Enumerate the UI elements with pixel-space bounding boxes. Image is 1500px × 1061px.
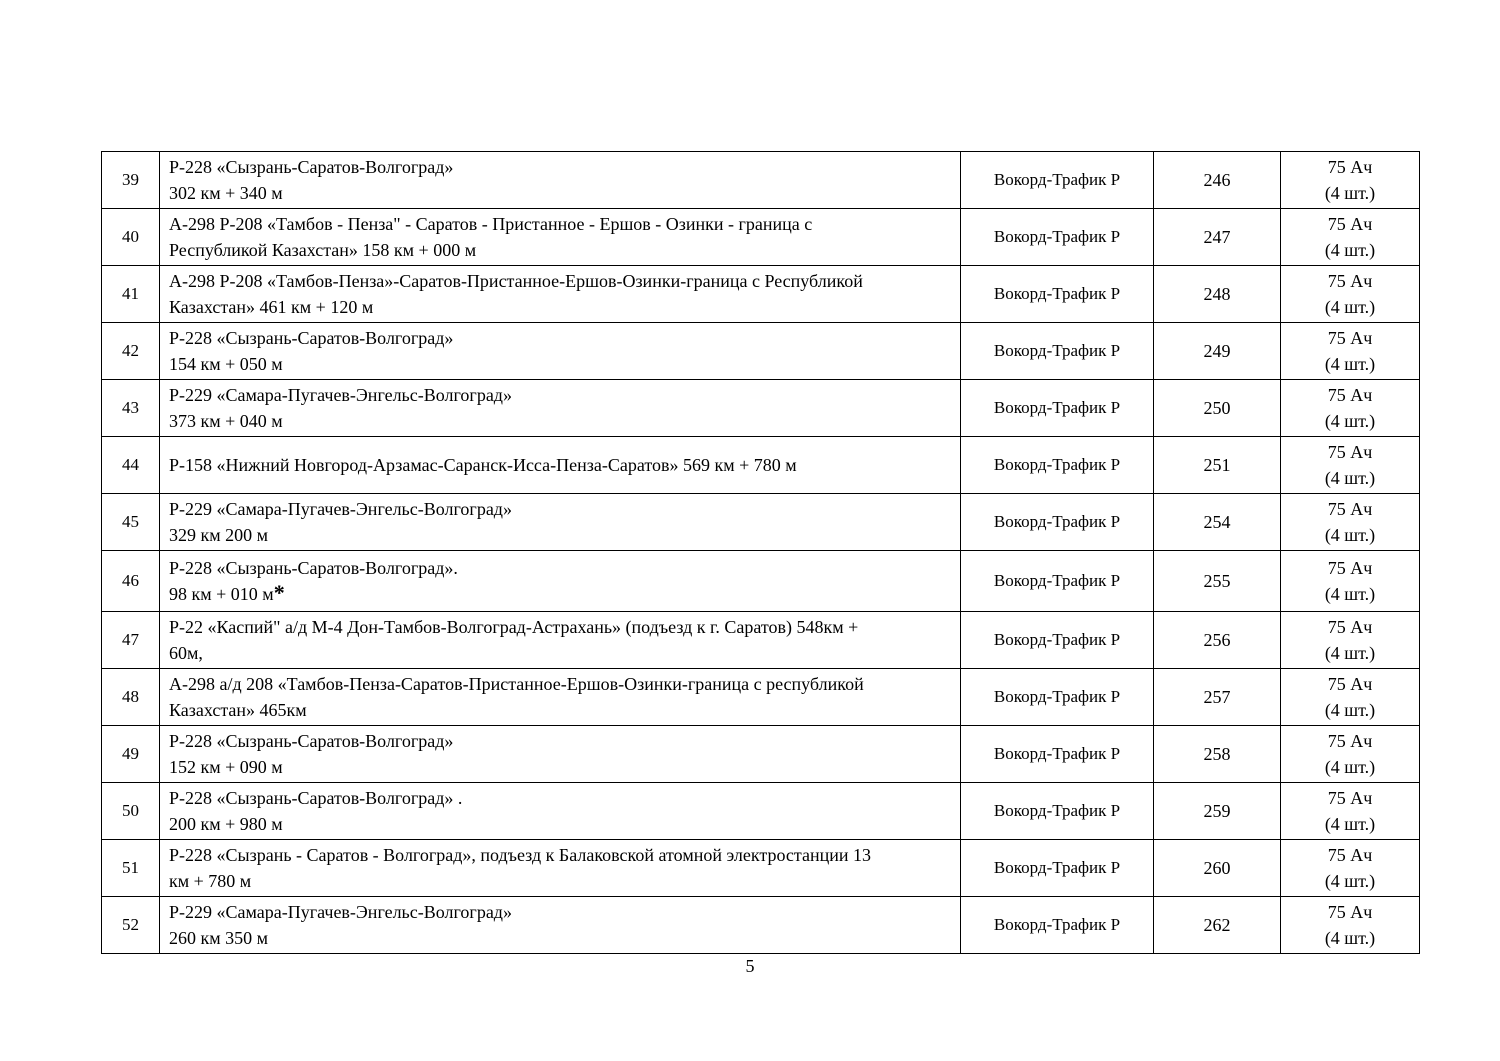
device-code-cell: 246 — [1154, 152, 1281, 209]
battery-cell — [1281, 152, 1420, 209]
row-number-cell: 48 — [102, 669, 160, 726]
device-code-cell: 249 — [1154, 323, 1281, 380]
location-text: А-298 а/д 208 «Тамбов-Пенза-Саратов-Пристанное-Ершов-Озинки-граница с республикой — [169, 674, 864, 694]
battery-quantity: (4 шт.) — [1324, 814, 1376, 834]
location-cell — [160, 840, 961, 897]
row-number-cell: 40 — [102, 209, 160, 266]
device-cell: Вокорд-Трафик Р — [961, 152, 1154, 209]
device-cell: Вокорд-Трафик Р — [961, 437, 1154, 494]
battery-quantity: (4 шт.) — [1324, 928, 1376, 948]
row-number-cell: 47 — [102, 612, 160, 669]
battery-cell — [1281, 266, 1420, 323]
location-cell — [160, 669, 961, 726]
location-line — [169, 237, 951, 263]
battery-cell — [1281, 380, 1420, 437]
location-line — [169, 452, 951, 478]
location-text: Р-228 «Сызрань-Саратов-Волгоград» — [169, 157, 454, 177]
battery-capacity: 75 Ач — [1327, 845, 1373, 865]
location-cell — [160, 551, 961, 612]
row-number-cell: 51 — [102, 840, 160, 897]
location-text: Р-229 «Самара-Пугачев-Энгельс-Волгоград» — [169, 385, 512, 405]
table-row — [102, 494, 1420, 551]
location-cell — [160, 494, 961, 551]
table-row — [102, 380, 1420, 437]
battery-quantity: (4 шт.) — [1324, 700, 1376, 720]
location-line — [169, 555, 951, 581]
battery-quantity: (4 шт.) — [1324, 468, 1376, 488]
location-text: 373 км + 040 м — [169, 411, 283, 431]
battery-capacity: 75 Ач — [1327, 385, 1373, 405]
battery-quantity: (4 шт.) — [1324, 584, 1376, 604]
location-line — [169, 351, 951, 377]
location-line — [169, 268, 951, 294]
device-cell: Вокорд-Трафик Р — [961, 494, 1154, 551]
device-code-cell: 254 — [1154, 494, 1281, 551]
location-text: 60м, — [169, 643, 203, 663]
location-text: Казахстан» 465км — [169, 700, 307, 720]
location-text: 154 км + 050 м — [169, 354, 283, 374]
location-text: Р-228 «Сызрань-Саратов-Волгоград» . — [169, 788, 463, 808]
device-code-cell: 259 — [1154, 783, 1281, 840]
device-cell: Вокорд-Трафик Р — [961, 840, 1154, 897]
location-cell — [160, 783, 961, 840]
row-number-cell: 43 — [102, 380, 160, 437]
location-cell — [160, 726, 961, 783]
battery-cell — [1281, 726, 1420, 783]
location-cell — [160, 152, 961, 209]
table-row — [102, 152, 1420, 209]
battery-capacity: 75 Ач — [1327, 731, 1373, 751]
location-cell — [160, 897, 961, 954]
location-cell — [160, 437, 961, 494]
row-number-cell: 42 — [102, 323, 160, 380]
location-text: А-298 Р-208 «Тамбов-Пенза»-Саратов-Пристанное-Ершов-Озинки-граница с Республикой — [169, 271, 863, 291]
device-cell: Вокорд-Трафик Р — [961, 380, 1154, 437]
location-text: Р-228 «Сызрань-Саратов-Волгоград». — [169, 558, 458, 578]
table-row — [102, 783, 1420, 840]
device-cell: Вокорд-Трафик Р — [961, 897, 1154, 954]
battery-quantity: (4 шт.) — [1324, 757, 1376, 777]
device-code-cell: 258 — [1154, 726, 1281, 783]
location-text: Р-229 «Самара-Пугачев-Энгельс-Волгоград» — [169, 499, 512, 519]
device-code-cell: 251 — [1154, 437, 1281, 494]
device-code-cell: 260 — [1154, 840, 1281, 897]
battery-quantity: (4 шт.) — [1324, 240, 1376, 260]
device-code-cell: 262 — [1154, 897, 1281, 954]
location-line — [169, 728, 951, 754]
location-text: Р-228 «Сызрань-Саратов-Волгоград» — [169, 328, 454, 348]
battery-capacity: 75 Ач — [1327, 328, 1373, 348]
battery-cell — [1281, 209, 1420, 266]
location-text: 200 км + 980 м — [169, 814, 283, 834]
table-row — [102, 551, 1420, 612]
table-row — [102, 437, 1420, 494]
battery-cell — [1281, 840, 1420, 897]
location-cell — [160, 209, 961, 266]
battery-cell — [1281, 323, 1420, 380]
battery-quantity: (4 шт.) — [1324, 297, 1376, 317]
table-body — [102, 152, 1420, 954]
location-text: Казахстан» 461 км + 120 м — [169, 297, 374, 317]
location-line — [169, 925, 951, 951]
battery-cell — [1281, 612, 1420, 669]
row-number-cell: 49 — [102, 726, 160, 783]
device-code-cell: 247 — [1154, 209, 1281, 266]
device-cell: Вокорд-Трафик Р — [961, 551, 1154, 612]
location-line — [169, 899, 951, 925]
table-row — [102, 266, 1420, 323]
row-number-cell: 46 — [102, 551, 160, 612]
battery-cell — [1281, 669, 1420, 726]
device-cell: Вокорд-Трафик Р — [961, 612, 1154, 669]
location-line — [169, 382, 951, 408]
location-text: 152 км + 090 м — [169, 757, 283, 777]
battery-cell — [1281, 437, 1420, 494]
location-line — [169, 154, 951, 180]
location-text: км + 780 м — [169, 871, 252, 891]
location-line — [169, 842, 951, 868]
location-text: Р-228 «Сызрань - Саратов - Волгоград», подъезд к Балаковской атомной электростанции 13 — [169, 845, 871, 865]
device-code-cell: 256 — [1154, 612, 1281, 669]
row-number-cell: 52 — [102, 897, 160, 954]
table-row — [102, 209, 1420, 266]
page-number: 5 — [745, 956, 755, 976]
battery-cell — [1281, 494, 1420, 551]
battery-quantity: (4 шт.) — [1324, 643, 1376, 663]
row-number-cell: 41 — [102, 266, 160, 323]
location-line — [169, 671, 951, 697]
battery-cell — [1281, 897, 1420, 954]
battery-cell — [1281, 551, 1420, 612]
location-text: 329 км 200 м — [169, 525, 269, 545]
table-row — [102, 669, 1420, 726]
location-text: Р-22 «Каспий" а/д М-4 Дон-Тамбов-Волгоград-Астрахань» (подъезд к г. Саратов) 548км + — [169, 617, 859, 637]
footnote-asterisk: * — [273, 580, 285, 605]
row-number-cell: 45 — [102, 494, 160, 551]
device-cell: Вокорд-Трафик Р — [961, 669, 1154, 726]
table-row — [102, 612, 1420, 669]
device-code-cell: 250 — [1154, 380, 1281, 437]
device-cell: Вокорд-Трафик Р — [961, 266, 1154, 323]
location-line — [169, 325, 951, 351]
location-line — [169, 614, 951, 640]
location-text: Р-229 «Самара-Пугачев-Энгельс-Волгоград» — [169, 902, 512, 922]
location-text: Республикой Казахстан» 158 км + 000 м — [169, 240, 477, 260]
camera-locations-table — [101, 151, 1420, 954]
battery-capacity: 75 Ач — [1327, 558, 1373, 578]
table-row — [102, 323, 1420, 380]
row-number-cell: 50 — [102, 783, 160, 840]
device-code-cell: 248 — [1154, 266, 1281, 323]
location-line — [169, 522, 951, 548]
row-number-cell: 39 — [102, 152, 160, 209]
device-cell: Вокорд-Трафик Р — [961, 323, 1154, 380]
location-line — [169, 496, 951, 522]
device-code-cell: 257 — [1154, 669, 1281, 726]
battery-capacity: 75 Ач — [1327, 674, 1373, 694]
table-row — [102, 897, 1420, 954]
battery-capacity: 75 Ач — [1327, 442, 1373, 462]
location-cell — [160, 612, 961, 669]
battery-quantity: (4 шт.) — [1324, 525, 1376, 545]
battery-capacity: 75 Ач — [1327, 157, 1373, 177]
location-line — [169, 211, 951, 237]
device-cell: Вокорд-Трафик Р — [961, 726, 1154, 783]
location-text: 98 км + 010 м — [169, 584, 274, 604]
table-row — [102, 840, 1420, 897]
battery-quantity: (4 шт.) — [1324, 354, 1376, 374]
battery-quantity: (4 шт.) — [1324, 411, 1376, 431]
battery-capacity: 75 Ач — [1327, 788, 1373, 808]
location-line — [169, 640, 951, 666]
device-cell: Вокорд-Трафик Р — [961, 209, 1154, 266]
location-text: 302 км + 340 м — [169, 183, 283, 203]
location-line — [169, 811, 951, 837]
device-code-cell: 255 — [1154, 551, 1281, 612]
location-cell — [160, 266, 961, 323]
battery-capacity: 75 Ач — [1327, 902, 1373, 922]
battery-capacity: 75 Ач — [1327, 499, 1373, 519]
location-cell — [160, 380, 961, 437]
battery-capacity: 75 Ач — [1327, 271, 1373, 291]
location-line — [169, 294, 951, 320]
location-line — [169, 868, 951, 894]
row-number-cell: 44 — [102, 437, 160, 494]
location-line — [169, 180, 951, 206]
location-line — [169, 754, 951, 780]
battery-capacity: 75 Ач — [1327, 617, 1373, 637]
device-cell: Вокорд-Трафик Р — [961, 783, 1154, 840]
location-text: 260 км 350 м — [169, 928, 269, 948]
location-line — [169, 697, 951, 723]
location-text: Р-228 «Сызрань-Саратов-Волгоград» — [169, 731, 454, 751]
battery-capacity: 75 Ач — [1327, 214, 1373, 234]
location-line — [169, 408, 951, 434]
location-text: А-298 Р-208 «Тамбов - Пенза" - Саратов - Пристанное - Ершов - Озинки - граница с — [169, 214, 813, 234]
battery-quantity: (4 шт.) — [1324, 183, 1376, 203]
location-text: Р-158 «Нижний Новгород-Арзамас-Саранск-Исса-Пенза-Саратов» 569 км + 780 м — [169, 455, 797, 475]
location-line — [169, 785, 951, 811]
table-row — [102, 726, 1420, 783]
location-cell — [160, 323, 961, 380]
battery-quantity: (4 шт.) — [1324, 871, 1376, 891]
location-line — [169, 581, 951, 607]
battery-cell — [1281, 783, 1420, 840]
